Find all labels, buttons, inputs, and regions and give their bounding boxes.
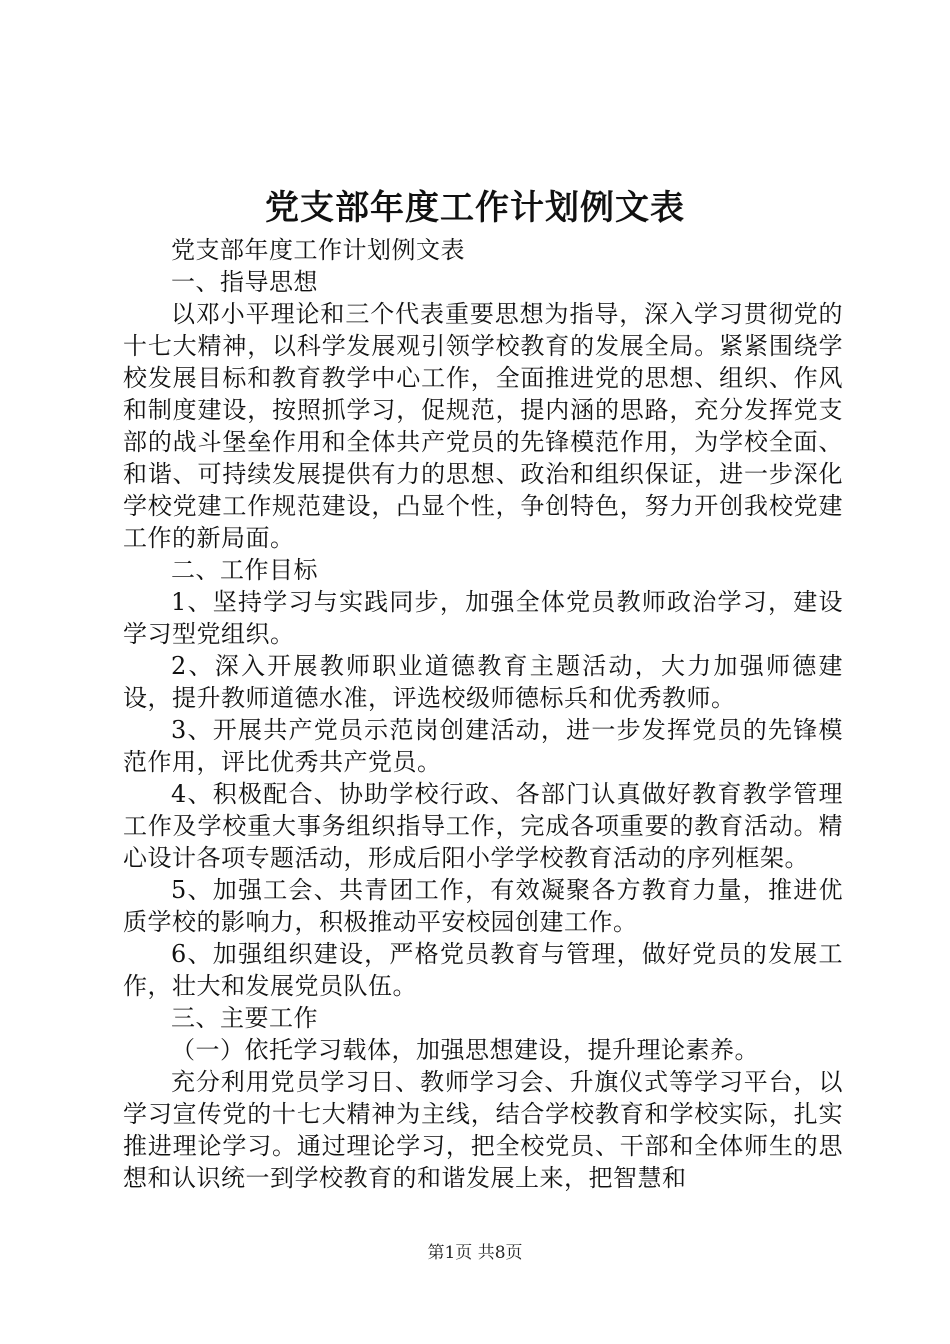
document-title: 党支部年度工作计划例文表	[265, 188, 685, 228]
paragraph-guiding-ideology: 以邓小平理论和三个代表重要思想为指导，深入学习贯彻党的十七大精神，以科学发展观引领学校教育的发展全局。紧紧围绕学校发展目标和教育教学中心工作，全面推进党的思想、组织、作风和制度建设，按照抓学习，促规范，提内涵的思路，充分发挥党支部的战斗堡垒作用和全体共产党员的先锋模范作用，为学校全面、和谐、可持续发展提供有力的思想、政治和组织保证，进一步深化学校党建工作规范建设，凸显个性，争创特色，努力开创我校党建工作的新局面。	[123, 300, 843, 552]
subsection-heading-1: （一）依托学习载体，加强思想建设，提升理论素养。	[171, 1036, 759, 1064]
goal-item-1: 1、坚持学习与实践同步，加强全体党员教师政治学习，建设学习型党组织。	[123, 588, 843, 648]
goal-item-2: 2、深入开展教师职业道德教育主题活动，大力加强师德建设，提升教师道德水准，评选校级师德标兵和优秀教师。	[123, 652, 843, 712]
paragraph-subtitle: 党支部年度工作计划例文表	[171, 236, 465, 264]
goal-item-6: 6、加强组织建设，严格党员教育与管理，做好党员的发展工作，壮大和发展党员队伍。	[123, 940, 843, 1000]
page-footer: 第1页 共8页	[427, 1243, 523, 1263]
paragraph-main-work-1: 充分利用党员学习日、教师学习会、升旗仪式等学习平台，以学习宣传党的十七大精神为主线，结合学校教育和学校实际，扎实推进理论学习。通过理论学习，把全校党员、干部和全体师生的思想和认识统一到学校教育的和谐发展上来，把智慧和	[123, 1068, 843, 1192]
document-body	[123, 234, 843, 1194]
section-heading-guiding-ideology: 一、指导思想	[171, 268, 318, 296]
section-heading-main-work: 三、主要工作	[171, 1004, 318, 1032]
goal-item-4: 4、积极配合、协助学校行政、各部门认真做好教育教学管理工作及学校重大事务组织指导工作，完成各项重要的教育活动。精心设计各项专题活动，形成后阳小学学校教育活动的序列框架。	[123, 780, 843, 872]
goal-item-5: 5、加强工会、共青团工作，有效凝聚各方教育力量，推进优质学校的影响力，积极推动平安校园创建工作。	[123, 876, 843, 936]
goal-item-3: 3、开展共产党员示范岗创建活动，进一步发挥党员的先锋模范作用，评比优秀共产党员。	[123, 716, 843, 776]
section-heading-work-goals: 二、工作目标	[171, 556, 318, 584]
